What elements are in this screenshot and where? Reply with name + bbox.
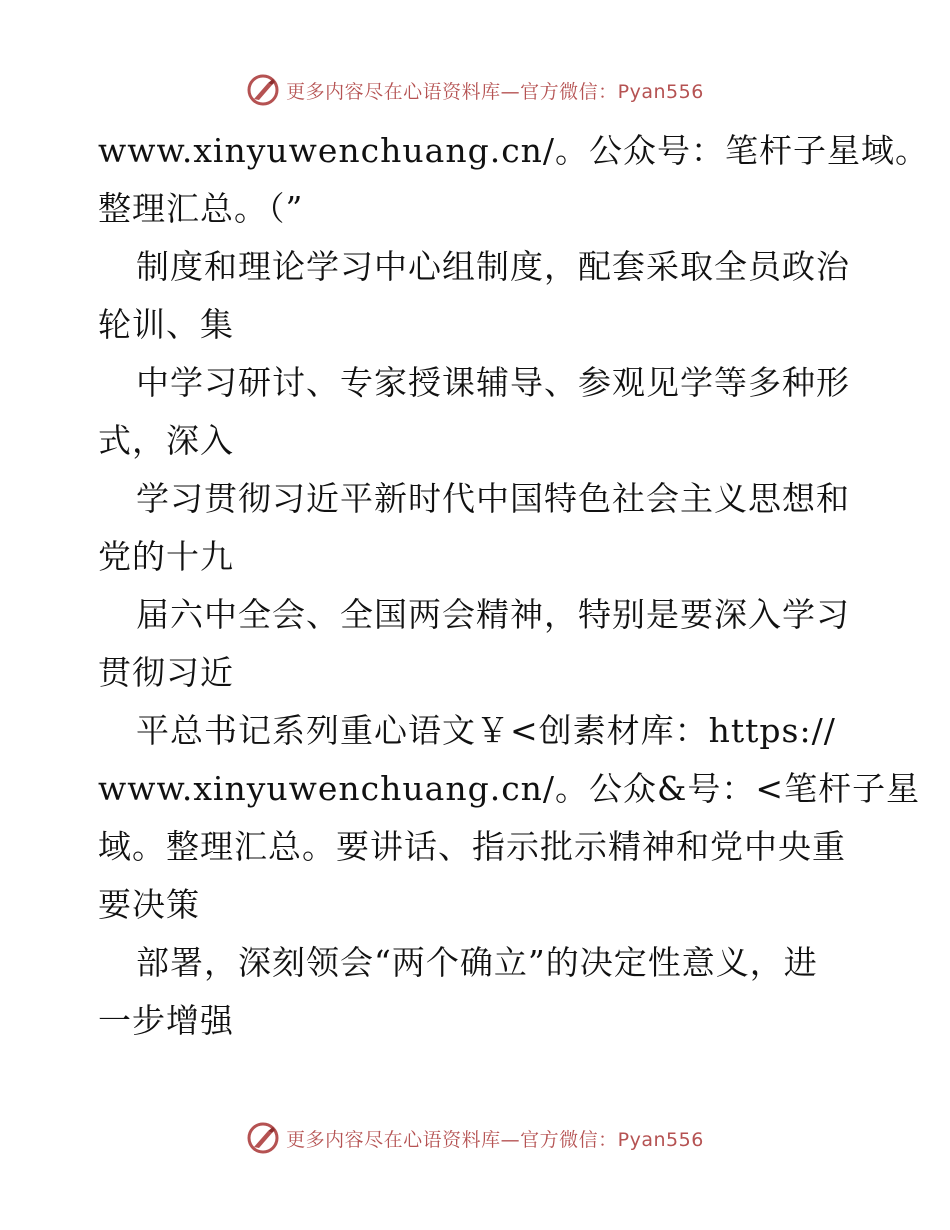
text-line: 学习贯彻习近平新时代中国特色社会主义思想和 bbox=[136, 479, 850, 518]
text-line: www.xinyuwenchuang.cn/。公众&号：<笔杆子星 bbox=[98, 769, 921, 808]
text-line: 平总书记系列重心语文￥<创素材库：https:// bbox=[136, 711, 836, 750]
text-line: 届六中全会、全国两会精神，特别是要深入学习 bbox=[136, 595, 850, 634]
pen-quill-icon bbox=[246, 73, 280, 107]
banner-text: 更多内容尽在心语资料库—官方微信：Pyan556 bbox=[286, 80, 704, 103]
document-body bbox=[98, 122, 930, 1050]
text-line: 贯彻习近 bbox=[98, 653, 234, 692]
text-line: 轮训、集 bbox=[98, 305, 234, 344]
text-line: 一步增强 bbox=[98, 1001, 234, 1040]
text-line: www.xinyuwenchuang.cn/。公众号：笔杆子星域。 bbox=[98, 131, 930, 170]
footer-banner bbox=[0, 1118, 950, 1158]
banner-text: 更多内容尽在心语资料库—官方微信：Pyan556 bbox=[286, 1128, 704, 1151]
text-line: 式，深入 bbox=[98, 421, 234, 460]
pen-quill-icon bbox=[246, 1121, 280, 1155]
text-line: 制度和理论学习中心组制度，配套采取全员政治 bbox=[136, 247, 850, 286]
text-line: 部署，深刻领会“两个确立”的决定性意义，进 bbox=[136, 943, 818, 982]
text-line: 党的十九 bbox=[98, 537, 234, 576]
header-banner bbox=[0, 70, 950, 110]
text-line: 中学习研讨、专家授课辅导、参观见学等多种形 bbox=[136, 363, 850, 402]
text-line: 整理汇总。（” bbox=[98, 189, 304, 228]
text-line: 要决策 bbox=[98, 885, 200, 924]
text-line: 域。整理汇总。要讲话、指示批示精神和党中央重 bbox=[98, 827, 846, 866]
